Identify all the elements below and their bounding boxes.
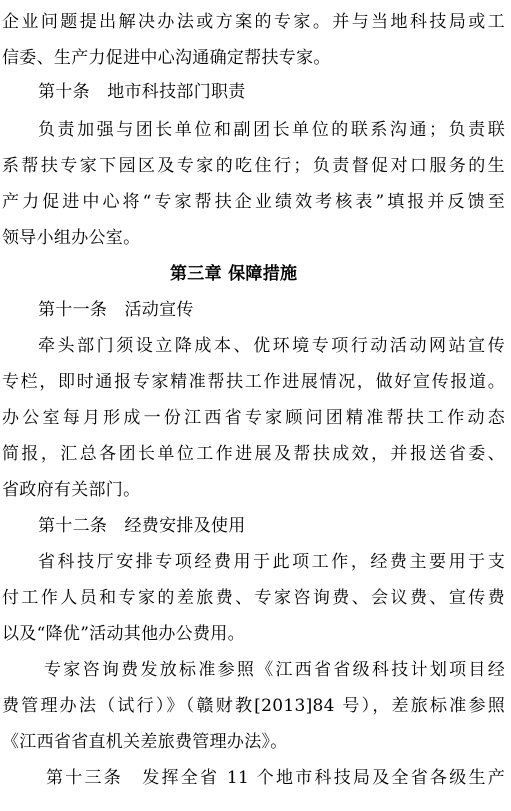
article-heading-12: 第十二条 经费安排及使用 xyxy=(38,516,246,536)
paragraph-line: 领导小组办公室。 xyxy=(2,228,141,248)
paragraph-line: 牵头部门须设立降成本、优环境专项行动活动网站宣传 xyxy=(38,336,505,356)
paragraph-line: 负责加强与团长单位和副团长单位的联系沟通；负责联 xyxy=(38,120,505,140)
paragraph-line: 付工作人员和专家的差旅费、专家咨询费、会议费、宣传费 xyxy=(2,588,505,608)
paragraph-line: 办公室每月形成一份江西省专家顾问团精准帮扶工作动态 xyxy=(2,408,505,428)
paragraph-line: 费管理办法（试行）》（赣财教[2013]84 号），差旅标准参照 xyxy=(2,696,505,716)
paragraph-line: 专家咨询费发放标准参照《江西省省级科技计划项目经 xyxy=(44,660,505,680)
chapter-heading: 第三章 保障措施 xyxy=(170,264,298,284)
paragraph-line: 企业问题提出解决办法或方案的专家。并与当地科技局或工 xyxy=(2,12,505,32)
article-heading-11: 第十一条 活动宣传 xyxy=(38,300,194,320)
paragraph-line: 省政府有关部门。 xyxy=(2,480,141,500)
paragraph-line: 信委、生产力促进中心沟通确定帮扶专家。 xyxy=(2,48,331,68)
article-heading-13: 第十三条 发挥全省 11 个地市科技局及全省各级生产 xyxy=(46,768,505,788)
paragraph-line: 以及“降优”活动其他办公费用。 xyxy=(2,624,245,644)
paragraph-line: 简报，汇总各团长单位工作进展及帮扶成效，并报送省委、 xyxy=(2,444,505,464)
paragraph-line: 省科技厅安排专项经费用于此项工作，经费主要用于支 xyxy=(38,552,505,572)
paragraph-line: 产力促进中心将“专家帮扶企业绩效考核表”填报并反馈至 xyxy=(2,192,505,212)
article-heading-10: 第十条 地市科技部门职责 xyxy=(38,82,246,102)
paragraph-line: 系帮扶专家下园区及专家的吃住行；负责督促对口服务的生 xyxy=(2,156,505,176)
paragraph-line: 《江西省省直机关差旅费管理办法》。 xyxy=(2,732,288,752)
paragraph-line: 专栏，即时通报专家精准帮扶工作进展情况，做好宣传报道。 xyxy=(2,372,505,392)
